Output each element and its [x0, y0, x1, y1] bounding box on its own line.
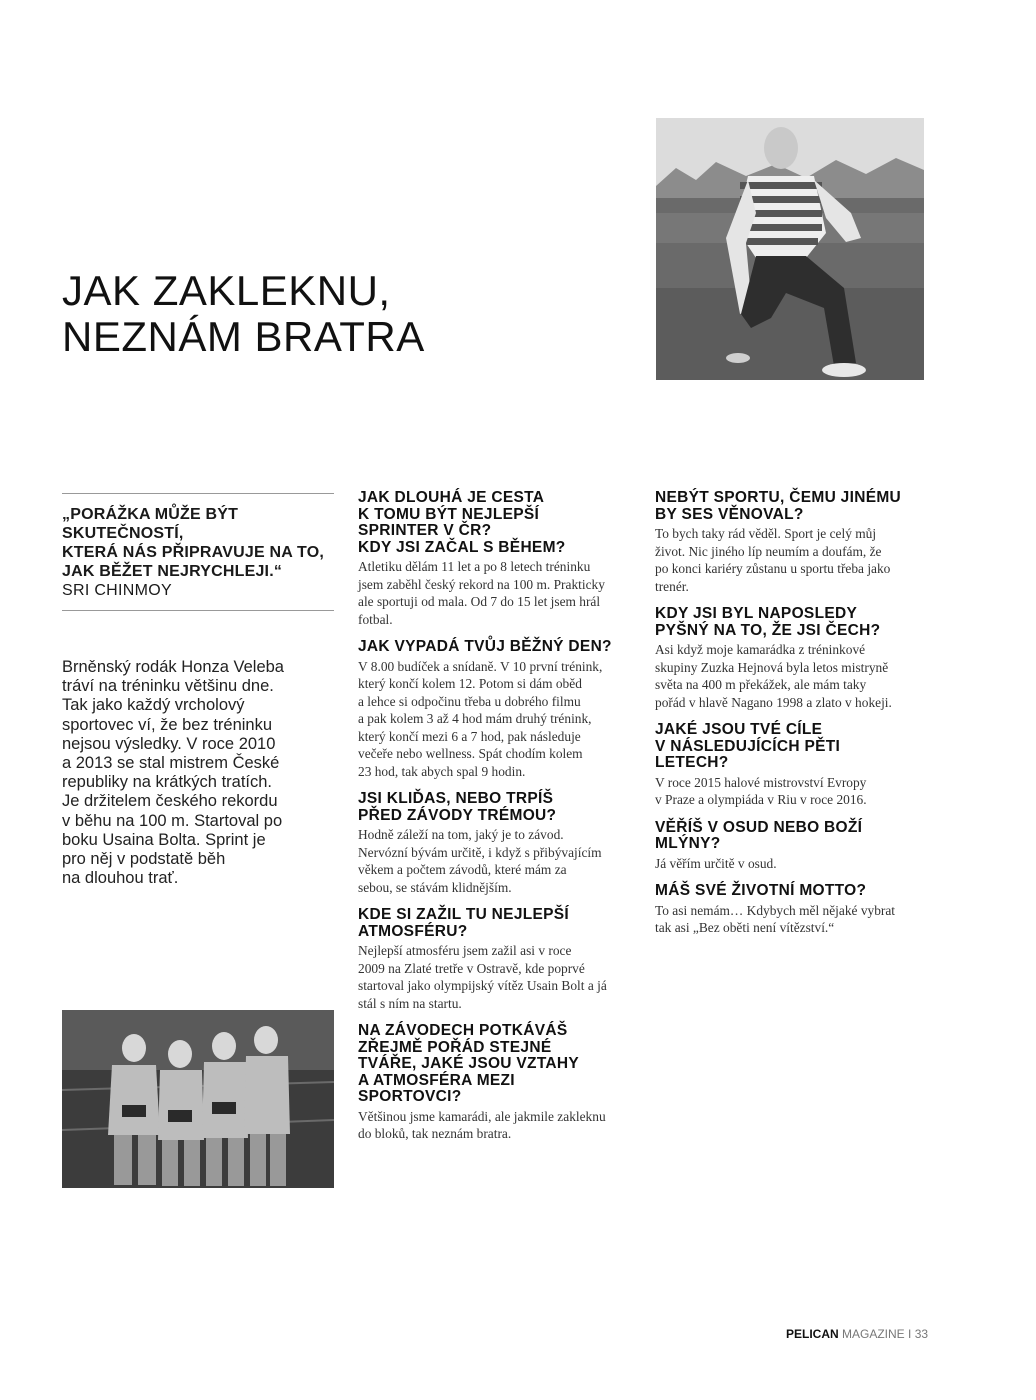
question-line: BY SES VĚNOVAL?	[655, 505, 804, 523]
answer-line: a lehce si odpočinu třeba u dobrého filmu	[358, 693, 581, 709]
answer-line: ale sportuji od mala. Od 7 do 15 let jsem hrál	[358, 594, 601, 609]
interview-question	[358, 639, 630, 656]
pull-quote-line: SKUTEČNOSTÍ,	[62, 525, 184, 542]
answer-line: trenér.	[655, 578, 689, 594]
interview-question	[358, 1023, 630, 1106]
answer-line: To asi nemám… Kdybych měl nějaké vybrat	[655, 902, 896, 918]
question-line: PYŠNÝ NA TO, ŽE JSI ČECH?	[655, 621, 881, 639]
question-line: K TOMU BÝT NEJLEPŠÍ	[358, 505, 540, 523]
question-line: VĚŘÍŠ V OSUD NEBO BOŽÍ	[655, 818, 863, 836]
page-footer	[786, 1327, 928, 1341]
interview-item	[358, 1023, 630, 1143]
pull-quote-line: „PORÁŽKA MŮŽE BÝT	[62, 506, 239, 523]
answer-line: V 8.00 budíček a snídaně. V 10 první trénink,	[358, 658, 603, 674]
article-title-line: NEZNÁM BRATRA	[62, 313, 425, 360]
question-line: JSI KLIĎAS, NEBO TRPÍŠ	[358, 790, 554, 807]
article-title-line: JAK ZAKLEKNU,	[62, 267, 391, 314]
question-line: NEBÝT SPORTU, ČEMU JINÉMU	[655, 489, 902, 506]
answer-line: skupiny Zuzka Hejnová byla letos mistryně	[655, 659, 889, 675]
answer-line: stál s ním na startu.	[358, 995, 462, 1011]
athlete-portrait-illustration	[656, 118, 924, 380]
pull-quote-line: JAK BĚŽET NEJRYCHLEJI.“	[62, 563, 283, 580]
interview-answer	[655, 855, 927, 873]
interview-question	[655, 722, 927, 772]
intro-line: pro něj v podstatě běh	[62, 850, 226, 869]
answer-line: startoval jako olympijský vítěz Usain Bolt a já	[358, 978, 607, 993]
interview-question	[655, 490, 927, 523]
intro-line: boku Usaina Bolta. Sprint je	[62, 830, 266, 849]
interview-item	[655, 606, 927, 711]
answer-line: 23 hod, tak abych spal 9 hodin.	[358, 763, 526, 779]
answer-line: věkem a počtem závodů, které mám za	[358, 862, 567, 877]
pull-quote-line: KTERÁ NÁS PŘIPRAVUJE NA TO,	[62, 544, 325, 561]
answer-line: večeře nebo wellness. Spát chodím kolem	[358, 746, 583, 761]
interview-answer	[358, 942, 630, 1012]
answer-line: Hodně záleží na tom, jaký je to závod.	[358, 827, 564, 842]
answer-line: To bych taky rád věděl. Sport je celý můj	[655, 526, 877, 541]
intro-line: Je držitelem českého rekordu	[62, 792, 278, 811]
answer-line: život. Nic jiného líp neumím a doufám, že	[655, 543, 882, 559]
question-line: ZŘEJMĚ POŘÁD STEJNÉ	[358, 1038, 552, 1056]
answer-line: Většinou jsme kamarádi, ale jakmile zakleknu	[358, 1108, 606, 1124]
interview-answer	[358, 658, 630, 781]
quote-bottom-divider	[62, 610, 334, 611]
interview-column-middle	[358, 490, 630, 1154]
question-line: KDE SI ZAŽIL TU NEJLEPŠÍ	[358, 906, 570, 923]
question-line: SPRINTER V ČR?	[358, 522, 492, 539]
question-line: LETECH?	[655, 754, 729, 771]
answer-line: tak asi „Bez oběti není vítězství.“	[655, 920, 835, 935]
answer-line: Nejlepší atmosféru jsem zažil asi v roce	[358, 943, 572, 958]
answer-line: sebou, se stávám klidnějším.	[358, 879, 512, 895]
question-line: V NÁSLEDUJÍCÍCH PĚTI	[655, 737, 841, 755]
quote-top-divider	[62, 493, 334, 494]
intro-line: a 2013 se stal mistrem České	[62, 754, 280, 773]
answer-line: v Praze a olympiáda v Riu v roce 2016.	[655, 792, 867, 807]
interview-answer	[655, 902, 927, 937]
interview-item	[358, 490, 630, 628]
answer-line: Já věřím určitě v osud.	[655, 855, 777, 871]
article-title	[62, 268, 622, 360]
answer-line: jsem zaběhl český rekord na 100 m. Prakticky	[358, 576, 605, 592]
interview-item	[358, 907, 630, 1012]
answer-line: který končí mezi 6 a 7 hod, pak následuje	[358, 728, 581, 744]
question-line: PŘED ZÁVODY TRÉMOU?	[358, 806, 557, 824]
interview-question	[358, 907, 630, 940]
question-line: JAK VYPADÁ TVŮJ BĚŽNÝ DEN?	[358, 638, 612, 655]
intro-line: na dlouhou trať.	[62, 869, 179, 888]
answer-line: který končí kolem 12. Potom si dám oběd	[358, 676, 582, 691]
interview-answer	[655, 774, 927, 809]
pull-quote	[62, 505, 334, 600]
question-line: KDY JSI BYL NAPOSLEDY	[655, 605, 858, 622]
interview-answer	[655, 641, 927, 711]
answer-line: světa na 400 m překážek, ale mám taky	[655, 677, 867, 692]
question-line: JAK DLOUHÁ JE CESTA	[358, 489, 545, 506]
interview-item	[655, 820, 927, 873]
answer-line: po konci kariéry zůstanu u sportu třeba jako	[655, 561, 891, 576]
interview-item	[655, 722, 927, 809]
interview-item	[358, 639, 630, 780]
intro-line: v běhu na 100 m. Startoval po	[62, 811, 283, 830]
magazine-label: MAGAZINE	[842, 1327, 905, 1341]
question-line: KDY JSI ZAČAL S BĚHEM?	[358, 538, 566, 556]
answer-line: pořád v hlavě Nagano 1998 a zlato v hokeji.	[655, 694, 892, 710]
page-number: 33	[914, 1327, 929, 1341]
interview-answer	[655, 525, 927, 595]
answer-line: Atletiku dělám 11 let a po 8 letech tréninku	[358, 559, 591, 574]
intro-line: republiky na krátkých tratích.	[62, 773, 273, 792]
intro-line: nejsou výsledky. V roce 2010	[62, 734, 276, 753]
intro-paragraph	[62, 658, 322, 888]
answer-line: Asi když moje kamarádka z tréninkové	[655, 642, 866, 657]
magazine-brand: PELICAN	[786, 1327, 839, 1341]
pull-quote-author: SRI CHINMOY	[62, 582, 172, 599]
intro-line: Brněnský rodák Honza Veleba	[62, 658, 284, 676]
athlete-portrait-photo	[656, 118, 924, 380]
relay-team-illustration	[62, 1010, 334, 1188]
interview-question	[358, 791, 630, 824]
question-line: ATMOSFÉRU?	[358, 922, 468, 940]
intro-line: sportovec ví, že bez tréninku	[62, 715, 273, 734]
intro-line: Tak jako každý vrcholový	[62, 696, 245, 715]
answer-line: 2009 na Zlaté tretře v Ostravě, kde poprvé	[358, 960, 585, 976]
interview-question	[655, 820, 927, 853]
interview-question	[655, 883, 927, 900]
interview-question	[655, 606, 927, 639]
question-line: TVÁŘE, JAKÉ JSOU VZTAHY	[358, 1055, 580, 1072]
answer-line: Nervózní bývám určitě, i když s přibývajícím	[358, 844, 602, 860]
answer-line: fotbal.	[358, 611, 393, 627]
answer-line: do bloků, tak neznám bratra.	[358, 1126, 512, 1141]
intro-line: tráví na tréninku většinu dne.	[62, 677, 274, 696]
answer-line: V roce 2015 halové mistrovství Evropy	[655, 774, 867, 790]
question-line: SPORTOVCI?	[358, 1088, 462, 1105]
interview-item	[655, 883, 927, 937]
interview-item	[655, 490, 927, 595]
interview-answer	[358, 826, 630, 896]
footer-separator: I	[908, 1327, 912, 1341]
relay-team-photo	[62, 1010, 334, 1188]
answer-line: a pak kolem 3 až 4 hod mám druhý trénink,	[358, 711, 592, 726]
interview-column-right	[655, 490, 927, 948]
interview-question	[358, 490, 630, 556]
pull-quote-text	[62, 505, 334, 581]
interview-answer	[358, 1108, 630, 1143]
question-line: A ATMOSFÉRA MEZI	[358, 1071, 515, 1089]
question-line: JAKÉ JSOU TVÉ CÍLE	[655, 721, 823, 738]
question-line: NA ZÁVODECH POTKÁVÁŠ	[358, 1022, 568, 1039]
interview-answer	[358, 558, 630, 628]
interview-item	[358, 791, 630, 896]
question-line: MLÝNY?	[655, 835, 721, 852]
question-line: MÁŠ SVÉ ŽIVOTNÍ MOTTO?	[655, 882, 867, 899]
